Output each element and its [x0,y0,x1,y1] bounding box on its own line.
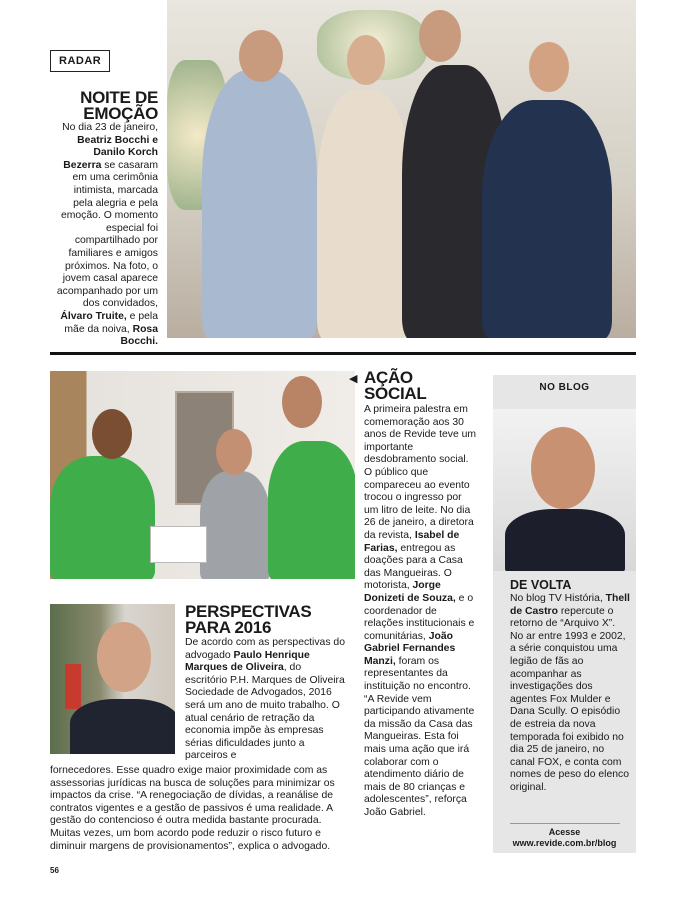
wedding-photo [167,0,636,338]
name-highlight: João Gabriel Fernandes Manzi, [364,630,456,667]
story2-title-line: SOCIAL [364,384,427,403]
story1-title-line: EMOÇÃO [83,104,158,123]
text-run: e pela mãe da noiva, [64,310,158,335]
story1-title-line: NOITE DE [80,88,158,107]
text-run: , do escritório P.H. Marques de Oliveira Sociedade de Advogados, 2016 será um ano de muito trabalho. O atual cenário de retração da economia impõe às empresas sérias dificuldades junto a parceiros e [185,662,345,762]
story2-title [364,370,464,402]
sidebar-label: NO BLOG [539,382,590,393]
story2-title-line: AÇÃO [364,368,413,387]
text-run: De acordo com as perspectivas do advogado [185,637,345,661]
story3-title-line: PERSPECTIVAS [185,602,312,621]
text-run: No dia 23 de janeiro, [62,122,158,133]
sidebar-text [510,593,630,795]
name-highlight: Rosa Bocchi. [120,323,158,348]
name-highlight: Álvaro Truite, [60,310,127,322]
blog-link-label: Acesse [548,827,581,837]
blog-sidebar [493,375,636,853]
text-run: e o coordenador de relações institucionais e comunitárias, [364,592,475,642]
story3-title-line: PARA 2016 [185,618,272,637]
text-run: repercute o retorno de “Arquivo X”. No ar entre 1993 e 2002, a série conquistou uma legião de fãs ao acompanhar as investigações dos agentes Fox Mulder e Dana Scully. O episódio de estreia da nova temporada foi exibido no dia 25 de janeiro, no canal FOX, e conta com nomes de peso do elenco original. [510,605,630,793]
lawyer-photo [50,604,175,754]
page-number: 56 [50,866,59,875]
social-action-photo [50,371,358,579]
text-run: No blog TV História, [510,593,606,604]
left-arrow-icon: ◀ [349,373,358,385]
text-run: A primeira palestra em comemoração aos 30 anos de Revide teve um importante desdobramento social. O público que compareceu ao evento trocou o ingresso por um litro de leite. No dia 26 de janeiro, a diretora da revista, [364,404,477,541]
sidebar-title: DE VOLTA [510,578,572,592]
story3-text [185,637,345,763]
story1-text [55,122,158,349]
name-highlight: Isabel de Farias, [364,529,460,554]
name-highlight: Beatriz Bocchi e Danilo Korch Bezerra [63,134,158,171]
blogger-photo [493,409,636,571]
story2-text [364,404,478,820]
text-run: fornecedores. Esse quadro exige maior proximidade com as assessorias jurídicas na busca de soluções para minimizar os impactos da crise. “A renegociação de dívidas, a reanálise de contratos vigentes e a gestão de passivos é uma realidade. A gestão do contencioso é outra medida bastante procurada. Muitas vezes, um bom acordo pode reduzir o risco futuro e diminuir margens de provisionamentos”, explica o advogado. [50,765,335,852]
section-badge: RADAR [50,50,110,72]
section-divider [50,352,636,355]
name-highlight: Paulo Henrique Marques de Oliveira [185,649,310,674]
text-run: se casaram em uma cerimônia intimista, marcada pela alegria e pela emoção. O momento especial foi compartilhado por familiares e amigos próximos. Na foto, o jovem casal aparece acompanhado por um dos convidados, [56,159,158,310]
sidebar-divider [510,823,620,824]
name-highlight: Jorge Donizeti de Souza, [364,580,456,604]
story3-title [185,604,335,636]
story3-text-continued [50,765,345,853]
name-highlight: Thell de Castro [510,593,630,617]
blog-link[interactable]: www.revide.com.br/blog [512,838,617,848]
story1-title [60,90,158,122]
text-run: foram os representantes da instituição no encontro. “A Revide vem participando ativamente da missão da Casa das Mangueiras. Esta foi mais uma ação que irá colaborar com o atendimento diário de mais de 80 crianças e adolescentes”, reforça João Gabriel. [364,655,475,818]
text-run: entregou as doações para a Casa das Mangueiras. O motorista, [364,542,463,592]
